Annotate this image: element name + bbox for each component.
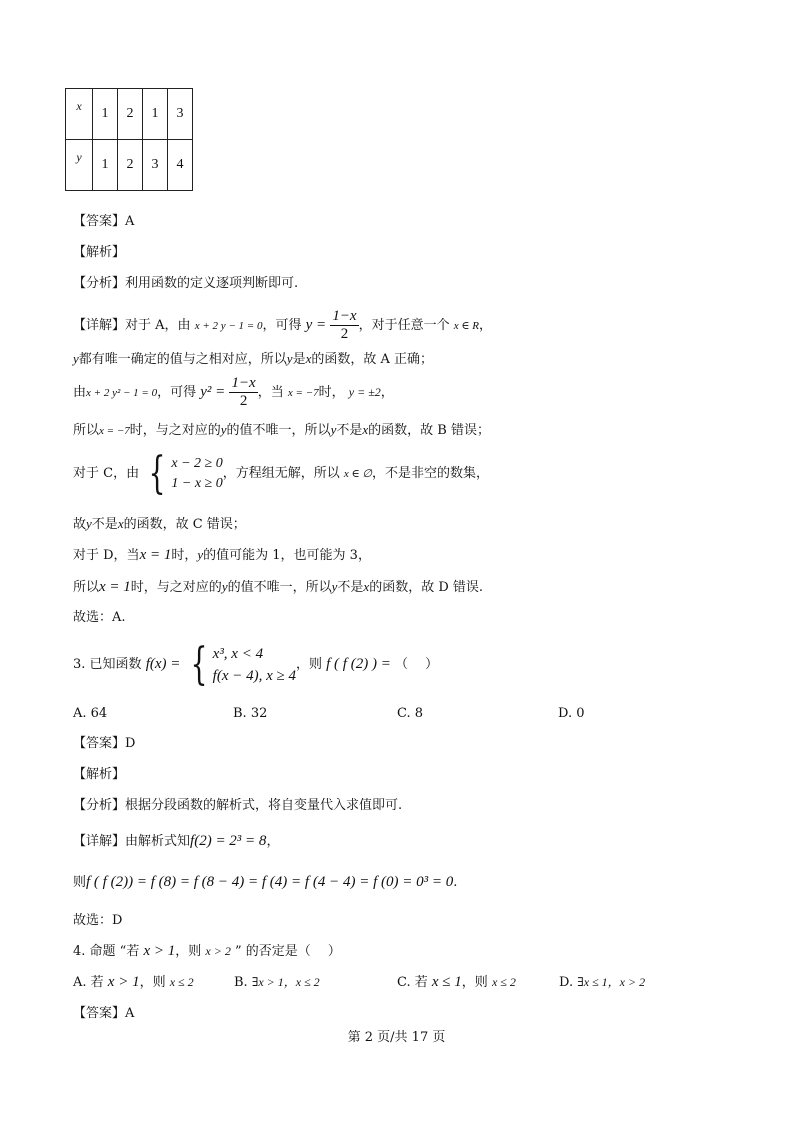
text: 所以: [73, 423, 100, 438]
equation: ∃x ≤ 1，x > 2: [577, 975, 646, 989]
q3-detail-line-2: [73, 873, 457, 892]
fraction: [229, 375, 257, 410]
text: 则: [73, 875, 87, 890]
answer-tag: 【答案】: [73, 736, 126, 751]
text: 不是: [91, 517, 118, 532]
case-line: 1 − x ≥ 0: [171, 475, 223, 491]
q4-stem: [73, 942, 341, 961]
text: 对于 C，由: [73, 466, 140, 481]
fraction-numerator: 1−x: [231, 375, 256, 391]
answer-value: D: [125, 736, 136, 751]
text: ，当: [257, 385, 284, 400]
q3-option-d: D. 0: [558, 706, 585, 721]
equation: f ( f (2)) = f (8) = f (8 − 4) = f (4) = f (4 − 4) = f (0) = 0³ = 0: [86, 874, 454, 890]
text: 由: [73, 385, 87, 400]
equation: y =: [305, 317, 327, 333]
table-row: [66, 89, 193, 140]
q3-option-b: B. 32: [233, 706, 268, 721]
q2-detail-line-6: [73, 515, 246, 534]
equation: x = 1: [139, 547, 172, 563]
text: 的函数，故 A 正确；: [311, 352, 434, 367]
piecewise-cases: [213, 643, 296, 687]
text: 时，: [171, 548, 198, 563]
text: D.: [559, 975, 574, 990]
fenxi-tag: 【分析】: [73, 798, 126, 813]
var: y: [220, 422, 227, 437]
fraction: [330, 308, 358, 343]
q2-detail-line-8: [73, 578, 483, 597]
table-header-x: x: [66, 89, 93, 140]
text: .: [453, 875, 458, 890]
q4-option-b: [234, 973, 320, 992]
equation: x ∈ ∅: [343, 468, 372, 480]
var: y: [331, 579, 338, 594]
var: y: [330, 422, 337, 437]
equation: y = ±2: [348, 385, 381, 399]
q2-detail-line-7: [73, 546, 371, 565]
table-cell: 2: [118, 89, 143, 140]
table-cell: 1: [93, 89, 118, 140]
answer-value: A: [125, 1006, 135, 1021]
equation: x > 1: [143, 943, 176, 959]
text: ，: [380, 385, 394, 400]
equation: x = 1: [99, 579, 131, 595]
equation: x + 2 y − 1 = 0: [194, 320, 263, 332]
fraction-numerator: 1−x: [332, 308, 357, 324]
q2-detail-line-5: [73, 447, 490, 499]
table-cell: 3: [143, 140, 168, 191]
text: 的值不唯一，所以: [226, 423, 331, 438]
text: 对于 A，由: [125, 318, 191, 333]
q2-fenxi-line: [73, 275, 298, 293]
table-cell: 4: [168, 140, 193, 191]
text: 的值不唯一，所以: [227, 580, 332, 595]
q3-option-a: A. 64: [73, 706, 108, 721]
equation: f ( f (2) ) =: [326, 656, 391, 672]
q3-detail-line-1: [73, 832, 279, 851]
equation: x = −7: [287, 387, 319, 399]
page-footer: 第 2 页/共 17 页: [347, 1030, 446, 1045]
text: ，可得: [262, 318, 302, 333]
equation: x > 2: [205, 944, 231, 958]
case-line: x − 2 ≥ 0: [171, 455, 223, 471]
text: 时，与之对应的: [130, 580, 222, 595]
var: y: [73, 351, 79, 366]
q4-option-d: [559, 973, 645, 992]
text: ，则: [175, 944, 202, 959]
q2-answer-line: [73, 213, 134, 231]
case-line: f(x − 4), x ≥ 4: [212, 667, 296, 684]
fenxi-text: 根据分段函数的解析式，将自变量代入求值即可.: [125, 798, 403, 813]
table-cell: 2: [118, 140, 143, 191]
fraction-denominator: 2: [340, 326, 349, 342]
text: 的函数，故 B 错误；: [368, 423, 490, 438]
brace-glyph: {: [148, 447, 166, 499]
var: x: [363, 579, 370, 594]
var: x: [117, 516, 124, 531]
text: ，则: [295, 657, 322, 672]
equation: f(x) =: [145, 656, 181, 672]
text: A. 若: [73, 975, 104, 990]
table-cell: 1: [93, 140, 118, 191]
text: ，则: [139, 975, 166, 990]
equation: x ≤ 1: [431, 974, 462, 990]
text: 故: [73, 517, 87, 532]
text: 所以: [73, 580, 100, 595]
equation: x = −7: [99, 425, 130, 437]
q2-detail-line-1: [73, 307, 492, 344]
q3-fenxi-line: [73, 797, 402, 815]
table-row: [66, 140, 193, 191]
q3-answer-line: [73, 735, 135, 753]
text: ，不是非空的数集，: [372, 466, 490, 481]
q2-detail-line-4: [73, 421, 490, 440]
answer-tag: 【答案】: [73, 214, 126, 229]
q2-detail-line-2: [73, 350, 433, 369]
var: y: [221, 579, 228, 594]
equation: x > 1: [107, 974, 140, 990]
equation: f(2) = 2³ = 8: [190, 833, 267, 849]
text: 4. 命题 “若: [73, 944, 140, 959]
text: ，则: [461, 975, 488, 990]
var: x: [305, 351, 312, 366]
q3-option-c: C. 8: [397, 706, 424, 721]
text: ，对于任意一个: [358, 318, 450, 333]
text: ，: [266, 834, 280, 849]
text: 都有唯一确定的值与之相对应，所以: [78, 352, 287, 367]
var: x: [362, 422, 369, 437]
text: 是: [292, 352, 306, 367]
text: 的值可能为 1，也可能为 3，: [203, 548, 371, 563]
q2-choose: 故选：A.: [73, 610, 126, 625]
table-cell: 3: [168, 89, 193, 140]
detail-tag: 【详解】: [73, 834, 126, 849]
text: 由解析式知: [125, 834, 191, 849]
q4-option-a: [73, 973, 194, 992]
text: ，可得: [157, 385, 197, 400]
q3-stem: [73, 640, 438, 689]
q3-choose: 故选：D: [73, 913, 123, 928]
brace-glyph: {: [190, 638, 207, 690]
text: B.: [234, 975, 248, 990]
text: 不是: [337, 580, 364, 595]
var: y: [286, 351, 293, 366]
text: ” 的否定是（ ）: [234, 944, 341, 959]
q4-answer-line: [73, 1005, 134, 1023]
text: ，: [479, 318, 493, 333]
equation: ∃x > 1，x ≤ 2: [251, 975, 320, 989]
fenxi-text: 利用函数的定义逐项判断即可.: [125, 276, 299, 291]
answer-value: A: [125, 214, 135, 229]
text: （ ）: [394, 657, 439, 672]
equation: x ≤ 2: [491, 975, 516, 989]
var: y: [86, 516, 92, 531]
text: ，方程组无解，所以: [222, 466, 340, 481]
q2-detail-line-3: [73, 374, 394, 411]
text: 3. 已知函数: [73, 657, 142, 672]
q2-analysis-tag: 【解析】: [73, 245, 126, 260]
text: 对于 D，当: [73, 548, 140, 563]
q3-analysis-tag: 【解析】: [73, 767, 126, 782]
table-cell: 1: [143, 89, 168, 140]
value-table: [65, 88, 193, 191]
equation-system: [171, 454, 222, 494]
text: 的函数，故 D 错误.: [369, 580, 484, 595]
q4-option-c: [397, 973, 516, 992]
text: 时，与之对应的: [129, 423, 221, 438]
text: 的函数，故 C 错误；: [123, 517, 246, 532]
fenxi-tag: 【分析】: [73, 276, 126, 291]
text: C. 若: [397, 975, 428, 990]
equation: x + 2 y² − 1 = 0: [86, 387, 158, 399]
equation: x ≤ 2: [169, 975, 194, 989]
equation: y² =: [200, 384, 226, 400]
detail-tag: 【详解】: [73, 318, 126, 333]
text: 时，: [318, 385, 345, 400]
case-line: x³, x < 4: [212, 645, 264, 662]
table-header-y: y: [66, 140, 93, 191]
var: y: [197, 547, 204, 562]
answer-tag: 【答案】: [73, 1006, 126, 1021]
fraction-denominator: 2: [239, 393, 248, 409]
equation: x ∈ R: [453, 320, 479, 332]
text: 不是: [336, 423, 363, 438]
